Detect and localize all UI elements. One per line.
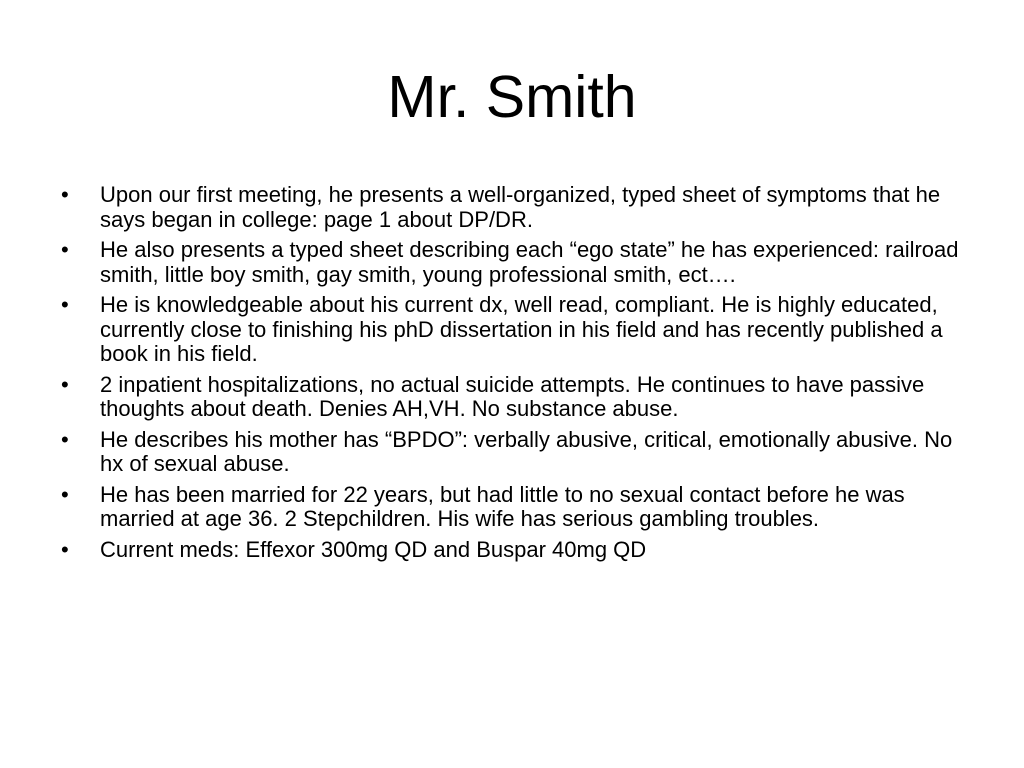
bullet-text: He is knowledgeable about his current dx, well read, compliant. He is highly educated, currently close to finishing his phD dissertation in his field and has recently published a book in his field. (100, 292, 943, 366)
bullet-item (61, 183, 971, 232)
bullet-icon: • (61, 237, 69, 262)
bullet-icon: • (61, 182, 69, 207)
bullet-text: He also presents a typed sheet describing each “ego state” he has experienced: railroad smith, little boy smith, gay smith, young professional smith, ect…. (100, 237, 959, 287)
bullet-item (61, 538, 971, 563)
bullet-item (61, 238, 971, 287)
bullet-item (61, 293, 971, 367)
bullet-icon: • (61, 371, 69, 397)
bullet-text: Current meds: Effexor 300mg QD and Buspar 40mg QD (100, 536, 647, 562)
bullet-icon: • (61, 536, 69, 562)
bullet-text: Upon our first meeting, he presents a well-organized, typed sheet of symptoms that he says began in college: page 1 about DP/DR. (100, 182, 941, 232)
bullet-icon: • (61, 292, 69, 317)
bullet-item (61, 428, 971, 477)
bullet-list (61, 183, 971, 568)
bullet-text: He describes his mother has “BPDO”: verbally abusive, critical, emotionally abusive. No hx of sexual abuse. (100, 426, 953, 476)
slide-title: Mr. Smith (387, 64, 637, 130)
bullet-icon: • (61, 481, 69, 507)
bullet-icon: • (61, 426, 69, 452)
bullet-item (61, 373, 971, 422)
bullet-item (61, 483, 971, 532)
bullet-text: 2 inpatient hospitalizations, no actual suicide attempts. He continues to have passive thoughts about death. Denies AH,VH. No substance abuse. (100, 371, 925, 421)
bullet-text: He has been married for 22 years, but had little to no sexual contact before he was married at age 36. 2 Stepchildren. His wife has serious gambling troubles. (100, 481, 905, 531)
